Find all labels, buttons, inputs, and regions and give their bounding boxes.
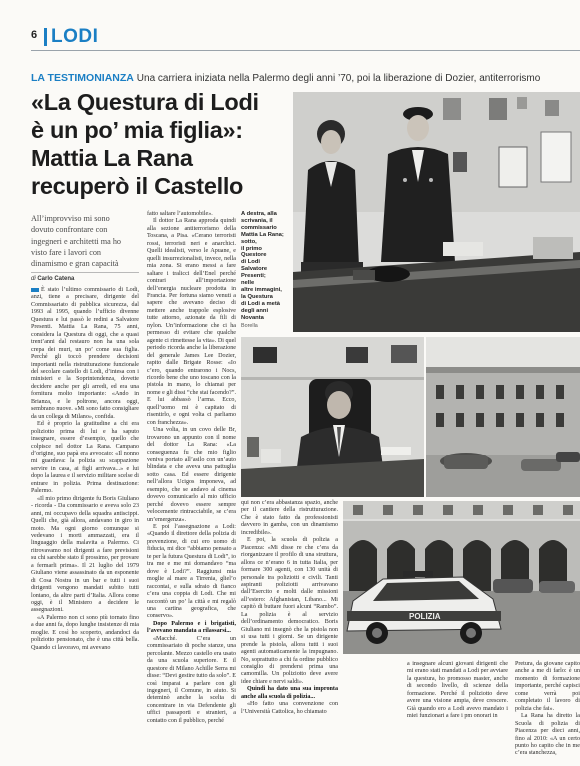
- article-column-3: [241, 500, 338, 753]
- article-column-1: [31, 287, 139, 753]
- paragraph: «Il mio primo dirigente fu Boris Giuliano - ricorda - Da commissario e aveva solo 23 anni, mi occupavo della squadra antiscippi. Quelli che, già allora, andavano in giro in moto. Ma ogni giorno comunque si vedevano i morti ammazzati, era il linguaggio della malavita a Palermo. Ci ritrovavamo noi dirigenti a fare previsioni su chi sarebbe stato il prossimo, per provare a fermarli prima». Il 21 luglio del 1979 Giuliano viene assassinato da un esponente di Cosa Nostra in un bar e tutti i suoi dirigenti vengono mandati subito tutti lontano, da altre parti d’Italia. Allora come oggi, è il Ministero a decidere le assegnazioni.: [31, 495, 139, 614]
- article-column-5: [515, 661, 580, 757]
- caption-line: sotto,: [241, 238, 257, 245]
- byline-prefix: di: [31, 276, 36, 282]
- lead-rule: [31, 272, 139, 273]
- paragraph: Una volta, in un covo delle Br, trovarono un appunto con il nome del dottor La Rana: «La conseguenza fu che mio figlio veniva portato all’asilo con un’auto blindata e che aveva una pattuglia sotto casa. Ed essere dirigente nell’allora Ucigos imponeva, ad esempio, che se andavo al cinema dovevo comunicarlo al mio ufficio perché dovevo essere sempre velocemente rintracciabile, se c’era un’emergenza».: [147, 427, 236, 523]
- paragraph: «Ho fatto una convenzione con l’Università Cattolica, ho chiamato: [241, 701, 338, 715]
- photo-caption: [241, 211, 291, 329]
- question: [147, 621, 236, 636]
- caption-line: Presenti;: [241, 273, 266, 280]
- headline-line-4: recuperò il Castello: [31, 173, 244, 199]
- paragraph: a insegnare alcuni giovani dirigenti che mi erano stati mandati a Lodi per avviare la questura, ho promosso master, anche di secondo livello, di scienze della formazione. Perché il poliziotto deve avere una visione ampia, deve crescere. Già quando ero a Lodi avevo mandato i miei funzionari a fare i pm onorari in: [407, 661, 508, 720]
- caption-line: di Lodi: [241, 259, 260, 266]
- caption-line: Salvatore: [241, 266, 268, 273]
- caption-line: A destra, alla: [241, 211, 277, 217]
- caption-line: Questore: [241, 252, 267, 259]
- caption-line: la Questura: [241, 293, 273, 300]
- headline-line-1: «La Questura di Lodi: [31, 89, 259, 115]
- article-column-2: [147, 211, 236, 753]
- caption-line: degli anni: [241, 307, 269, 314]
- paragraph: «A Palermo non ci sono più tornato fino a due anni fa, dopo lunghe insistenze di mia moglie. E così ho scoperto, andandoci da poliziotto pensionato, che è una città bella. Quando ci lavoravo, mi avevano: [31, 614, 139, 651]
- photo-credit: Borella: [241, 322, 258, 329]
- paragraph: È stato l’ultimo commissario di Lodi, anzi, tiene a precisare, dirigente del Commissariato di pubblica sicurezza, dal 1993 al 1995, quando l’ufficio divenne Questura e lui passò le redini a Salvatore Presenti. Mattia La Rana, 75 anni, considera la Questura di oggi, che a quasi trent’anni dal restauro non ha una sola crepa dei muri, un po’ come sua figlia. Perché gli toccò prendere decisioni importanti nella ristrutturazione funzionale del secolare castello di Lodi, d’intesa con i ministeri e la Soprintendenza, dovette decidere anche per gli arredi, ed era una fornitura molto importante: «Ando in Brianza, e le poltrone, ancora oggi, sembrano nuove. «Mi sono fatto consigliare da un collega di Milano», confida.: [31, 287, 139, 420]
- paragraph: E poi l’assegnazione a Lodi: «Quando il direttore della polizia di prevenzione, di cui ero uomo di fiducia, mi dice “abbiamo pensato a te per la futura Questura di Lodi”, io tra me e me mi domandavo “ma dove è Lodi?”. Raggiunsi mia moglie al mare a Tirrenia, gliel’o raccontai, e sulla sdraio di fianco c’era una coppia di Lodi. Che mi raccontò un po’ la città e mi regalò una cartina geografica, che conservo».: [147, 524, 237, 620]
- paragraph: E poi, la scuola di polizia a Piacenza: «Mi disse re che c’era da riorganizzare il profilo di una struttura, allora ce n’erano 6 in tutta Italia, per formare 300 agenti, con 130 unità di personale tra poliziotti e civili. Tanti aspiranti poliziotti arrivavano dall’Esercito e molti dalle missioni all’estero: Afghanistan, Libano... Mi capitò di buttare fuori alcuni “Rambo”. La polizia è al servizio dell’ordinamento democratico. Boris Giuliano mi insegnò che la pistola non si usa tutti i giorni. Se un dirigente prende la pistola, allora tutti i suoi agenti automaticamente la impugnano. No, soprattutto a chi fa ordine pubblico consiglio di prendersi prima una camomilla. Un poliziotto deve avere idee chiare e nervi saldi».: [241, 537, 338, 685]
- lead-line: All’improvviso mi sono: [31, 214, 110, 223]
- lead-line: ingegneri e architetti ma ho: [31, 236, 122, 246]
- caption-line: di Lodi a metà: [241, 300, 280, 307]
- photo-building: [426, 337, 580, 497]
- caption-line: il primo: [241, 245, 262, 252]
- car-lettering: POLIZIA: [409, 612, 441, 621]
- byline: [31, 276, 74, 282]
- section-title: LODI: [51, 26, 99, 47]
- headline: [31, 88, 293, 200]
- caption-line: Mattia La Rana;: [241, 231, 284, 238]
- article-column-4: [407, 661, 508, 753]
- drop-marker: [31, 288, 39, 292]
- paragraph: fatto saltare l’automobile».: [147, 211, 213, 217]
- caption-line: nelle: [241, 280, 255, 287]
- paragraph: Pretura, da giovane capito anche a me di farlo: è un momento di formazione importante, perché capisci come verrà poi completato il lavoro di polizia che fai».: [515, 661, 580, 712]
- kicker: [31, 72, 540, 84]
- caption-line: commissario: [241, 224, 277, 231]
- photo-officers: [293, 92, 580, 332]
- lead-line: dinamismo e gran capacità: [31, 259, 119, 269]
- paragraph: qui non c’era abbastanza spazio, anche per il cantiere della ristrutturazione. Che è stato fatto da professionisti davvero in gamba, con un dinamismo incredibile».: [241, 500, 338, 536]
- caption-line: scrivania, il: [241, 217, 273, 224]
- headline-line-2: è un po’ mia figlia»:: [31, 117, 243, 143]
- lead-text: [31, 213, 141, 269]
- page-number: 6: [31, 29, 38, 41]
- photo-police-car: [343, 501, 580, 654]
- caption-line: altre immagini,: [241, 286, 282, 293]
- caption-line: Novanta: [241, 314, 264, 321]
- lead-line: visto fare i lavori con: [31, 247, 102, 257]
- paragraph: «Macché. C’era un commissariato di poche stanze, una percolante. Mezzo castello era usato da una scuola superiore. E il questore di Milano Achille Serra mi disse: “Devi gestire tutto da solo”. E così imparai a parlare con gli ingegneri, il Comune, in aiuto. Si deteminò anche la scelta di concentrare in via Defendente gli uffici passaporti e stranieri, a contatto con il pubblico, perché: [147, 635, 236, 724]
- header-rule: [31, 50, 580, 51]
- section-marker: [44, 28, 47, 46]
- paragraph: Ed è proprio la gratitudine a chi era poliziotto prima di lui e ha saputo insegnare, essere d’esempio, quello che colpisce nel dottor La Rana. Campano d’origine, suo papà era avvocato: «Il nonno mi guardava: la polizia su scappazione servire in casa, ai figli arrivava...» e lui dopo la laurea e il servizio militare scelse di entrare in polizia. Prima destinazione: Palermo.: [31, 421, 139, 495]
- lead-line: dovuto confrontare con: [31, 225, 108, 235]
- question-text: Quindi ha dato una sua impronta anche alla scuola di polizia...: [241, 686, 338, 700]
- kicker-text: Una carriera iniziata nella Palermo degli anni ’70, poi la liberazione di Dozier, antiterrorismo: [136, 73, 541, 84]
- paragraph: Il dottor La Rana approda quindi alla sezione antiterrorismo della Toscana, a Pisa. «Cerano terroristi rossi, terroristi neri e anarchici. Quelli idealisti, verso le Apuane, e quelli insurrezionalisti, invece, nella mia zona. Si erano messi a fare saltare i tralicci dell’Enel perché contrari all’importazione dell’energia nucleare prodotta in Francia. Per fortuna siamo venuti a sapere che avevano deciso di mettere anche trappole esplosive tutte attorno, azionate da fili di nylon. Un’informazione che ci ha permesso di evitare che qualche agente ci rimettesse la vita». Di quel periodo ricorda anche la liberazione del generale James Lee Dozier, rapito dalle Brigate Rosse: «Io c’ero, quando entrarono i Nocs, ricordo bene che uno toscano con la pistola in mano, lo chiamai per nome e gli dissi “che stai facendo?”. E lui abbassò l’arma. Ecco, quell’uomo mi è capitato di risentirlo, e ogni volta ci parliamo con franchezza».: [147, 218, 236, 426]
- paragraph: La Rana ha diretto la Scuola di polizia di Piacenza per dieci anni, fino al 2010: «A un certo punto ho capito che in me c’era stanchezza,: [515, 713, 580, 757]
- headline-line-3: Mattia La Rana: [31, 145, 193, 171]
- byline-name: Carlo Catena: [37, 276, 75, 282]
- kicker-label: LA TESTIMONIANZA: [31, 72, 134, 84]
- question-text: Dopo Palermo e i brigatisti, l’avevano mandata a rilassarsi...: [147, 620, 236, 635]
- question: [241, 686, 338, 701]
- photo-questore: [241, 337, 424, 497]
